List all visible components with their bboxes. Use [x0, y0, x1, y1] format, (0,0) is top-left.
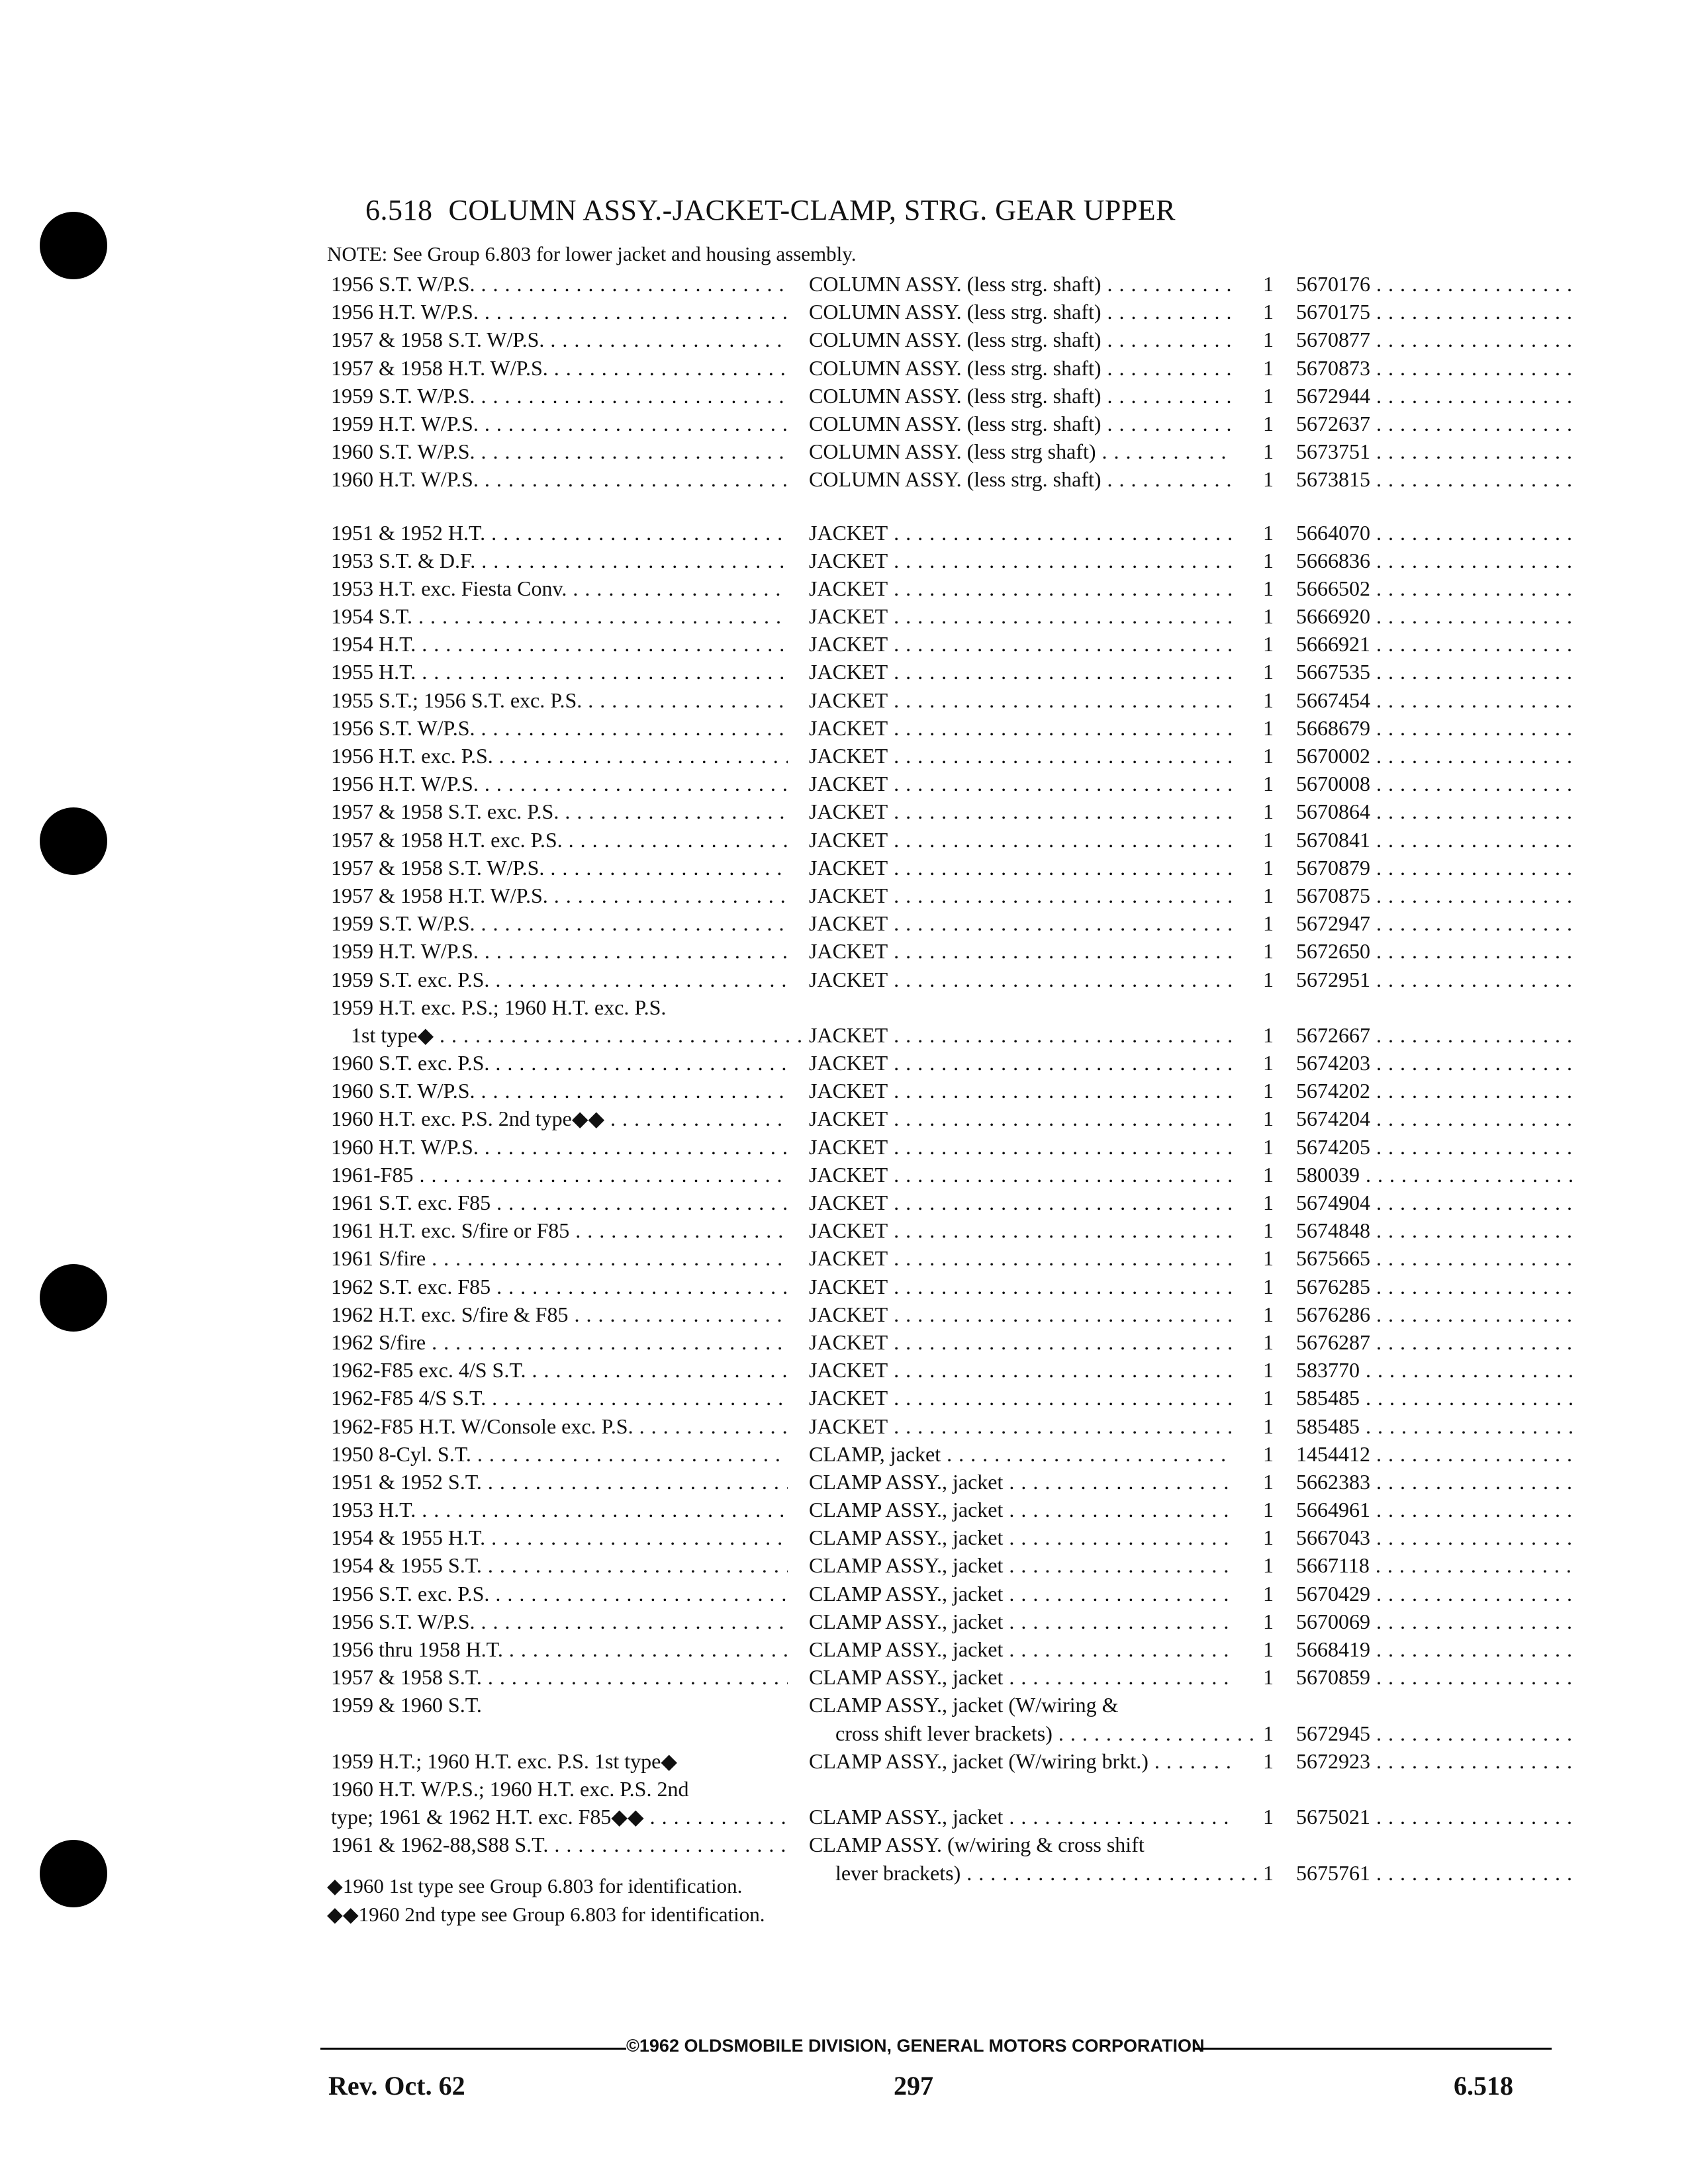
- part-number-cell: 5673815 . . .: [1296, 465, 1574, 493]
- part-number-cell: 5676287 . . .: [1296, 1328, 1574, 1356]
- qty-cell: 1: [1263, 467, 1274, 492]
- qty-cell: 1: [1263, 1330, 1274, 1354]
- qty-cell: 1: [1263, 1860, 1274, 1885]
- part-cell: JACKET . . .: [809, 854, 1233, 882]
- part-number-cell: 5674848 . . .: [1296, 1216, 1574, 1244]
- model-cell: 1960 S.T. W/P.S. . . .: [331, 437, 788, 465]
- copyright-text: ©1962 OLDSMOBILE DIVISION, GENERAL MOTORS CORPORATION: [626, 2036, 1205, 2056]
- part-cell: JACKET . . .: [809, 797, 1233, 825]
- part-cell: COLUMN ASSY. (less strg. shaft) . . .: [809, 382, 1233, 410]
- qty-cell: 1: [1263, 1637, 1274, 1661]
- part-number-cell: 583770 . . .: [1296, 1356, 1574, 1384]
- table-row: [0, 937, 1688, 965]
- qty-cell: 1: [1263, 883, 1274, 907]
- table-row: [0, 1719, 1688, 1747]
- table-row: [0, 1021, 1688, 1049]
- table-row: [0, 1580, 1688, 1608]
- table-row: [0, 519, 1688, 547]
- part-number-cell: 5675665 . . .: [1296, 1244, 1574, 1272]
- model-cell: 1959 & 1960 S.T.: [331, 1693, 482, 1717]
- part-number-cell: 5676285 . . .: [1296, 1273, 1574, 1300]
- table-row: [0, 797, 1688, 825]
- qty-cell: 1: [1263, 1302, 1274, 1326]
- part-number-cell: 5675021 . . .: [1296, 1803, 1574, 1831]
- model-cell: 1957 & 1958 H.T. W/P.S. . . .: [331, 882, 788, 909]
- table-row: [0, 658, 1688, 686]
- qty-cell: 1: [1263, 576, 1274, 600]
- qty-cell: 1: [1263, 355, 1274, 380]
- part-cell: cross shift lever brackets) . . .: [835, 1719, 1259, 1747]
- part-cell: JACKET . . .: [809, 1049, 1233, 1077]
- table-row: [0, 854, 1688, 882]
- part-number-cell: 5670879 . . .: [1296, 854, 1574, 882]
- model-cell: 1960 S.T. W/P.S. . . .: [331, 1077, 788, 1105]
- table-row: [0, 714, 1688, 742]
- model-cell: 1956 S.T. W/P.S. . . .: [331, 1608, 788, 1635]
- model-cell: 1960 H.T. W/P.S.; 1960 H.T. exc. P.S. 2nd: [331, 1776, 689, 1801]
- model-cell: 1956 S.T. W/P.S. . . .: [331, 270, 788, 298]
- part-cell: JACKET . . .: [809, 602, 1233, 630]
- part-number-cell: 5667535 . . .: [1296, 658, 1574, 686]
- part-number-cell: 5670069 . . .: [1296, 1608, 1574, 1635]
- part-number-cell: 5672944 . . .: [1296, 382, 1574, 410]
- qty-cell: 1: [1263, 548, 1274, 572]
- part-cell: JACKET . . .: [809, 882, 1233, 909]
- model-cell: 1961 & 1962-88,S88 S.T. . . .: [331, 1831, 788, 1858]
- part-cell: CLAMP ASSY., jacket . . .: [809, 1608, 1233, 1635]
- model-cell: 1956 H.T. W/P.S. . . .: [331, 298, 788, 326]
- table-row: [0, 382, 1688, 410]
- qty-cell: 1: [1263, 911, 1274, 936]
- table-row: [0, 1468, 1688, 1496]
- model-cell: 1961 H.T. exc. S/fire or F85 . . .: [331, 1216, 788, 1244]
- table-row: [0, 1691, 1688, 1719]
- part-cell: JACKET . . .: [809, 1161, 1233, 1189]
- table-row: [0, 1189, 1688, 1216]
- part-cell: JACKET . . .: [809, 1189, 1233, 1216]
- table-row: [0, 966, 1688, 993]
- part-cell: CLAMP ASSY., jacket . . .: [809, 1496, 1233, 1524]
- model-cell: 1951 & 1952 H.T. . . .: [331, 519, 788, 547]
- part-number-cell: 5662383 . . .: [1296, 1468, 1574, 1496]
- group-number: 6.518: [365, 194, 433, 226]
- model-cell: 1956 S.T. W/P.S. . . .: [331, 714, 788, 742]
- qty-cell: 1: [1263, 328, 1274, 352]
- part-number-cell: 5673751 . . .: [1296, 437, 1574, 465]
- part-cell: JACKET . . .: [809, 630, 1233, 658]
- qty-cell: 1: [1263, 967, 1274, 991]
- model-cell: 1954 H.T. . . .: [331, 630, 788, 658]
- model-cell: 1962-F85 4/S S.T. . . .: [331, 1384, 788, 1412]
- model-cell: 1959 S.T. W/P.S. . . .: [331, 382, 788, 410]
- qty-cell: 1: [1263, 688, 1274, 712]
- part-cell: JACKET . . .: [809, 1021, 1233, 1049]
- table-row: [0, 1161, 1688, 1189]
- qty-cell: 1: [1263, 744, 1274, 768]
- part-number-cell: 5674204 . . .: [1296, 1105, 1574, 1132]
- part-number-cell: 5674203 . . .: [1296, 1049, 1574, 1077]
- model-cell: 1962-F85 H.T. W/Console exc. P.S. . . .: [331, 1412, 788, 1440]
- qty-cell: 1: [1263, 1358, 1274, 1383]
- part-number-cell: 5674205 . . .: [1296, 1133, 1574, 1161]
- part-cell: CLAMP ASSY., jacket . . .: [809, 1580, 1233, 1608]
- model-cell: 1961 S/fire . . .: [331, 1244, 788, 1272]
- table-row: [0, 270, 1688, 298]
- model-cell: 1960 H.T. W/P.S. . . .: [331, 465, 788, 493]
- qty-cell: 1: [1263, 1162, 1274, 1187]
- qty-cell: 1: [1263, 715, 1274, 740]
- model-cell: 1957 & 1958 S.T. exc. P.S. . . .: [331, 797, 788, 825]
- part-cell: JACKET . . .: [809, 686, 1233, 714]
- part-cell: JACKET . . .: [809, 1384, 1233, 1412]
- table-row: [0, 1216, 1688, 1244]
- part-cell: COLUMN ASSY. (less strg shaft) . . .: [809, 437, 1233, 465]
- revision-date: Rev. Oct. 62: [328, 2071, 465, 2101]
- part-cell: CLAMP, jacket . . .: [809, 1440, 1233, 1468]
- table-gap: [0, 494, 1688, 519]
- part-number-cell: 5672637 . . .: [1296, 410, 1574, 437]
- table-row: [0, 547, 1688, 574]
- part-number-cell: 5666921 . . .: [1296, 630, 1574, 658]
- table-row: [0, 742, 1688, 770]
- part-number-cell: 5672947 . . .: [1296, 909, 1574, 937]
- qty-cell: 1: [1263, 1525, 1274, 1550]
- part-cell: CLAMP ASSY., jacket . . .: [809, 1635, 1233, 1663]
- part-cell: JACKET . . .: [809, 519, 1233, 547]
- table-row: [0, 1663, 1688, 1691]
- part-cell: CLAMP ASSY., jacket (W/wiring brkt.) . . .: [809, 1747, 1233, 1775]
- table-row: [0, 1384, 1688, 1412]
- part-number-cell: 5672945 . . .: [1296, 1719, 1574, 1747]
- table-row: [0, 574, 1688, 602]
- part-number-cell: 5664961 . . .: [1296, 1496, 1574, 1524]
- qty-cell: 1: [1263, 383, 1274, 408]
- table-row: [0, 1356, 1688, 1384]
- part-number-cell: 5670875 . . .: [1296, 882, 1574, 909]
- part-cell: JACKET . . .: [809, 714, 1233, 742]
- table-row: [0, 1859, 1688, 1887]
- model-cell: 1959 S.T. exc. P.S. . . .: [331, 966, 788, 993]
- table-row: [0, 1608, 1688, 1635]
- table-row: [0, 1496, 1688, 1524]
- part-number-cell: 5672667 . . .: [1296, 1021, 1574, 1049]
- qty-cell: 1: [1263, 1581, 1274, 1606]
- part-cell: CLAMP ASSY., jacket . . .: [809, 1551, 1233, 1579]
- part-cell: JACKET . . .: [809, 1412, 1233, 1440]
- part-number-cell: 5670859 . . .: [1296, 1663, 1574, 1691]
- part-cell: JACKET . . .: [809, 1077, 1233, 1105]
- model-cell: 1957 & 1958 H.T. exc. P.S. . . .: [331, 826, 788, 854]
- table-row: [0, 770, 1688, 797]
- header-note: NOTE: See Group 6.803 for lower jacket and housing assembly.: [327, 242, 857, 265]
- qty-cell: 1: [1263, 1498, 1274, 1522]
- part-number-cell: 5674904 . . .: [1296, 1189, 1574, 1216]
- rule-left: [320, 2048, 626, 2050]
- part-number-cell: 5672923 . . .: [1296, 1747, 1574, 1775]
- qty-cell: 1: [1263, 632, 1274, 657]
- part-cell: JACKET . . .: [809, 826, 1233, 854]
- table-row: [0, 1328, 1688, 1356]
- model-cell: 1959 H.T.; 1960 H.T. exc. P.S. 1st type◆: [331, 1749, 677, 1773]
- model-cell: 1961 S.T. exc. F85 . . .: [331, 1189, 788, 1216]
- table-row: [0, 686, 1688, 714]
- table-row: [0, 1273, 1688, 1300]
- qty-cell: 1: [1263, 1107, 1274, 1131]
- model-cell: 1961-F85 . . .: [331, 1161, 788, 1189]
- qty-cell: 1: [1263, 1386, 1274, 1410]
- table-row: [0, 630, 1688, 658]
- part-cell: JACKET . . .: [809, 966, 1233, 993]
- table-row: [0, 1049, 1688, 1077]
- model-cell: 1956 H.T. W/P.S. . . .: [331, 770, 788, 797]
- part-number-cell: 5667118 . . .: [1296, 1551, 1574, 1579]
- qty-cell: 1: [1263, 1721, 1274, 1745]
- table-row: [0, 602, 1688, 630]
- part-cell: lever brackets) . . .: [835, 1859, 1259, 1887]
- part-cell: JACKET . . .: [809, 1133, 1233, 1161]
- qty-cell: 1: [1263, 827, 1274, 852]
- model-cell: 1956 H.T. exc. P.S. . . .: [331, 742, 788, 770]
- part-cell: JACKET . . .: [809, 1273, 1233, 1300]
- model-cell: 1956 S.T. exc. P.S. . . .: [331, 1580, 788, 1608]
- model-cell: 1950 8-Cyl. S.T. . . .: [331, 1440, 788, 1468]
- part-number-cell: 5670002 . . .: [1296, 742, 1574, 770]
- qty-cell: 1: [1263, 1051, 1274, 1075]
- part-number-cell: 5667454 . . .: [1296, 686, 1574, 714]
- qty-cell: 1: [1263, 1246, 1274, 1271]
- part-number-cell: 585485 . . .: [1296, 1384, 1574, 1412]
- part-number-cell: 5667043 . . .: [1296, 1524, 1574, 1551]
- model-cell: 1962 S.T. exc. F85 . . .: [331, 1273, 788, 1300]
- model-cell: 1954 & 1955 S.T. . . .: [331, 1551, 788, 1579]
- table-row: [0, 298, 1688, 326]
- table-row: [0, 1524, 1688, 1551]
- part-number-cell: 580039 . . .: [1296, 1161, 1574, 1189]
- part-cell: COLUMN ASSY. (less strg. shaft) . . .: [809, 270, 1233, 298]
- part-number-cell: 5676286 . . .: [1296, 1300, 1574, 1328]
- part-number-cell: 5670841 . . .: [1296, 826, 1574, 854]
- binder-hole: [40, 212, 107, 279]
- qty-cell: 1: [1263, 1665, 1274, 1690]
- table-row: [0, 437, 1688, 465]
- part-number-cell: 5668419 . . .: [1296, 1635, 1574, 1663]
- model-cell: 1957 & 1958 S.T. W/P.S. . . .: [331, 326, 788, 353]
- part-number-cell: 585485 . . .: [1296, 1412, 1574, 1440]
- qty-cell: 1: [1263, 520, 1274, 545]
- qty-cell: 1: [1263, 1469, 1274, 1494]
- qty-cell: 1: [1263, 799, 1274, 824]
- model-cell: 1955 S.T.; 1956 S.T. exc. P.S. . . .: [331, 686, 788, 714]
- part-number-cell: 5672951 . . .: [1296, 966, 1574, 993]
- footnotes: [327, 1872, 765, 1929]
- model-cell: 1st type◆ . . .: [351, 1021, 808, 1049]
- part-number-cell: 1454412 . . .: [1296, 1440, 1574, 1468]
- model-cell: 1953 H.T. . . .: [331, 1496, 788, 1524]
- model-cell: 1960 H.T. exc. P.S. 2nd type◆◆ . . .: [331, 1105, 788, 1132]
- part-number-cell: 5675761 . . .: [1296, 1859, 1574, 1887]
- model-cell: 1962 H.T. exc. S/fire & F85 . . .: [331, 1300, 788, 1328]
- table-row: [0, 826, 1688, 854]
- part-cell: JACKET . . .: [809, 742, 1233, 770]
- group-title: COLUMN ASSY.-JACKET-CLAMP, STRG. GEAR UPPER: [448, 194, 1176, 226]
- model-cell: type; 1961 & 1962 H.T. exc. F85◆◆ . . .: [331, 1803, 788, 1831]
- qty-cell: 1: [1263, 1441, 1274, 1466]
- model-cell: 1960 H.T. W/P.S. . . .: [331, 1133, 788, 1161]
- model-cell: 1960 S.T. exc. P.S. . . .: [331, 1049, 788, 1077]
- part-cell: JACKET . . .: [809, 1356, 1233, 1384]
- part-cell: JACKET . . .: [809, 1328, 1233, 1356]
- part-number-cell: 5670176 . . .: [1296, 270, 1574, 298]
- qty-cell: 1: [1263, 1079, 1274, 1103]
- qty-cell: 1: [1263, 1609, 1274, 1633]
- qty-cell: 1: [1263, 439, 1274, 464]
- part-cell: JACKET . . .: [809, 547, 1233, 574]
- table-row: [0, 909, 1688, 937]
- model-cell: 1951 & 1952 S.T. . . .: [331, 1468, 788, 1496]
- model-cell: 1959 H.T. exc. P.S.; 1960 H.T. exc. P.S.: [331, 995, 667, 1019]
- model-cell: 1957 & 1958 S.T. W/P.S. . . .: [331, 854, 788, 882]
- table-row: [0, 410, 1688, 437]
- footnote-1: ◆1960 1st type see Group 6.803 for identification.: [327, 1874, 743, 1897]
- table-row: [0, 1747, 1688, 1775]
- qty-cell: 1: [1263, 1023, 1274, 1047]
- part-cell: JACKET . . .: [809, 1216, 1233, 1244]
- table-row: [0, 1775, 1688, 1803]
- part-cell: JACKET . . .: [809, 937, 1233, 965]
- qty-cell: 1: [1263, 660, 1274, 684]
- part-number-cell: 5666836 . . .: [1296, 547, 1574, 574]
- model-cell: 1954 & 1955 H.T. . . .: [331, 1524, 788, 1551]
- qty-cell: 1: [1263, 1553, 1274, 1578]
- part-cell: COLUMN ASSY. (less strg. shaft) . . .: [809, 354, 1233, 382]
- qty-cell: 1: [1263, 1218, 1274, 1243]
- qty-cell: 1: [1263, 411, 1274, 435]
- model-cell: 1957 & 1958 S.T. . . .: [331, 1663, 788, 1691]
- part-cell: JACKET . . .: [809, 658, 1233, 686]
- part-cell: CLAMP ASSY., jacket . . .: [809, 1663, 1233, 1691]
- part-cell: COLUMN ASSY. (less strg. shaft) . . .: [809, 326, 1233, 353]
- table-row: [0, 465, 1688, 493]
- parts-table: [0, 270, 1688, 1887]
- part-number-cell: 5664070 . . .: [1296, 519, 1574, 547]
- part-number-cell: 5668679 . . .: [1296, 714, 1574, 742]
- model-cell: 1959 H.T. W/P.S. . . .: [331, 937, 788, 965]
- table-row: [0, 1300, 1688, 1328]
- qty-cell: 1: [1263, 772, 1274, 796]
- model-cell: 1959 S.T. W/P.S. . . .: [331, 909, 788, 937]
- part-cell: JACKET . . .: [809, 1244, 1233, 1272]
- qty-cell: 1: [1263, 1134, 1274, 1159]
- part-cell: COLUMN ASSY. (less strg. shaft) . . .: [809, 298, 1233, 326]
- table-row: [0, 882, 1688, 909]
- group-ref: 6.518: [1454, 2071, 1513, 2101]
- part-cell: COLUMN ASSY. (less strg. shaft) . . .: [809, 410, 1233, 437]
- qty-cell: 1: [1263, 1749, 1274, 1773]
- table-row: [0, 993, 1688, 1021]
- part-number-cell: 5666920 . . .: [1296, 602, 1574, 630]
- table-row: [0, 1803, 1688, 1831]
- part-number-cell: 5666502 . . .: [1296, 574, 1574, 602]
- part-number-cell: 5670877 . . .: [1296, 326, 1574, 353]
- part-cell: JACKET . . .: [809, 574, 1233, 602]
- part-number-cell: 5670873 . . .: [1296, 354, 1574, 382]
- table-row: [0, 1244, 1688, 1272]
- table-row: [0, 1133, 1688, 1161]
- part-number-cell: 5670864 . . .: [1296, 797, 1574, 825]
- part-cell: COLUMN ASSY. (less strg. shaft) . . .: [809, 465, 1233, 493]
- part-cell: JACKET . . .: [809, 1300, 1233, 1328]
- model-cell: 1962 S/fire . . .: [331, 1328, 788, 1356]
- model-cell: 1957 & 1958 H.T. W/P.S. . . .: [331, 354, 788, 382]
- part-number-cell: 5670175 . . .: [1296, 298, 1574, 326]
- model-cell: 1955 H.T. . . .: [331, 658, 788, 686]
- footnote-2: ◆◆1960 2nd type see Group 6.803 for identification.: [327, 1903, 765, 1926]
- qty-cell: 1: [1263, 1805, 1274, 1829]
- table-row: [0, 354, 1688, 382]
- qty-cell: 1: [1263, 1191, 1274, 1214]
- part-cell: JACKET . . .: [809, 909, 1233, 937]
- part-cell: CLAMP ASSY., jacket . . .: [809, 1468, 1233, 1496]
- part-number-cell: 5672650 . . .: [1296, 937, 1574, 965]
- part-cell: CLAMP ASSY., jacket (W/wiring &: [809, 1693, 1119, 1717]
- qty-cell: 1: [1263, 1414, 1274, 1438]
- qty-cell: 1: [1263, 300, 1274, 324]
- model-cell: 1962-F85 exc. 4/S S.T. . . .: [331, 1356, 788, 1384]
- table-row: [0, 1551, 1688, 1579]
- part-cell: JACKET . . .: [809, 770, 1233, 797]
- model-cell: 1954 S.T. . . .: [331, 602, 788, 630]
- table-row: [0, 1105, 1688, 1132]
- part-cell: JACKET . . .: [809, 1105, 1233, 1132]
- model-cell: 1953 S.T. & D.F. . . .: [331, 547, 788, 574]
- table-row: [0, 1440, 1688, 1468]
- rule-right: [1193, 2048, 1552, 2050]
- table-row: [0, 1635, 1688, 1663]
- part-cell: CLAMP ASSY. (w/wiring & cross shift: [809, 1833, 1145, 1857]
- qty-cell: 1: [1263, 272, 1274, 296]
- part-cell: CLAMP ASSY., jacket . . .: [809, 1803, 1233, 1831]
- model-cell: 1956 thru 1958 H.T. . . .: [331, 1635, 788, 1663]
- part-number-cell: 5670008 . . .: [1296, 770, 1574, 797]
- model-cell: 1953 H.T. exc. Fiesta Conv. . . .: [331, 574, 788, 602]
- part-number-cell: 5670429 . . .: [1296, 1580, 1574, 1608]
- page-title: [365, 193, 1176, 227]
- page-number: 297: [894, 2071, 933, 2101]
- qty-cell: 1: [1263, 855, 1274, 880]
- model-cell: 1959 H.T. W/P.S. . . .: [331, 410, 788, 437]
- part-cell: CLAMP ASSY., jacket . . .: [809, 1524, 1233, 1551]
- table-row: [0, 326, 1688, 353]
- table-row: [0, 1831, 1688, 1858]
- part-number-cell: 5674202 . . .: [1296, 1077, 1574, 1105]
- qty-cell: 1: [1263, 604, 1274, 629]
- table-row: [0, 1412, 1688, 1440]
- qty-cell: 1: [1263, 939, 1274, 964]
- qty-cell: 1: [1263, 1274, 1274, 1298]
- table-row: [0, 1077, 1688, 1105]
